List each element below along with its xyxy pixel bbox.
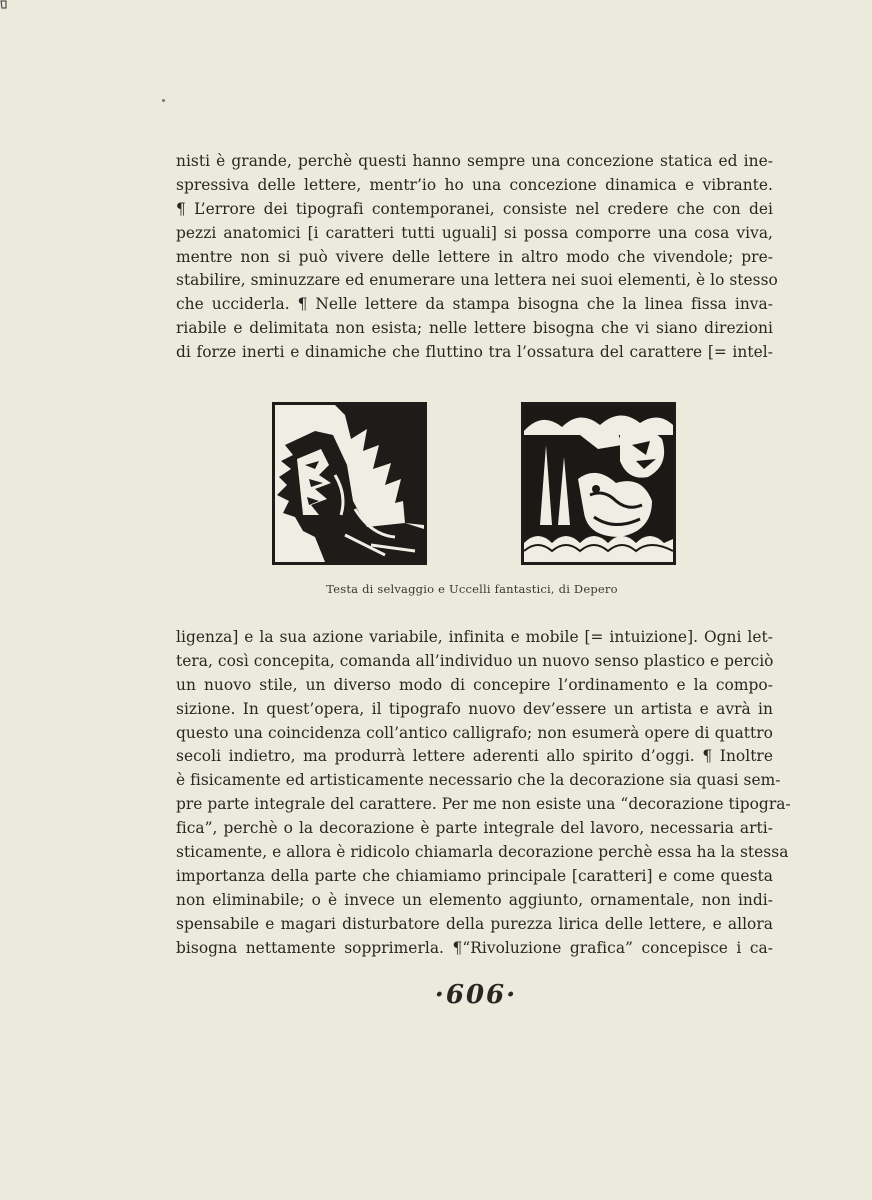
margin-speck bbox=[162, 99, 165, 102]
figure-caption: Testa di selvaggio e Uccelli fantastici, di Depero bbox=[326, 582, 618, 596]
text-line: pezzi anatomici [i caratteri tutti uguali] si possa comporre una cosa viva, bbox=[176, 223, 773, 242]
text-line: spensabile e magari disturbatore della purezza lirica delle lettere, e allora bbox=[176, 914, 773, 933]
text-line: ¶ L’errore dei tipografi contemporanei, consiste nel credere che con dei bbox=[176, 199, 773, 218]
text-line: sticamente, e allora è ridicolo chiamarla decorazione perchè essa ha la stessa bbox=[176, 843, 789, 862]
text-line: fica”, perchè o la decorazione è parte integrale del lavoro, necessaria arti- bbox=[176, 819, 773, 838]
text-line: ligenza] e la sua azione variabile, infinita e mobile [= intuizione]. Ogni let- bbox=[176, 628, 773, 646]
text-line: nisti è grande, perchè questi hanno sempre una concezione statica ed ine- bbox=[176, 152, 773, 170]
paragraph-bottom bbox=[176, 626, 791, 960]
text-line: sizione. In quest’opera, il tipografo nuovo dev’essere un artista e avrà in bbox=[176, 699, 773, 718]
woodcut-fantastic-birds-icon bbox=[521, 402, 676, 565]
woodcut-savage-head-icon bbox=[272, 402, 427, 565]
text-line: che ucciderla. ¶ Nelle lettere da stampa bisogna che la linea fissa inva- bbox=[176, 295, 773, 314]
text-line: stabilire, sminuzzare ed enumerare una lettera nei suoi elementi, è lo stesso bbox=[176, 271, 778, 290]
page-number: ·606· bbox=[434, 980, 518, 1010]
text-line: di forze inerti e dinamiche che fluttino tra l’ossatura del carattere [= intel- bbox=[176, 343, 773, 362]
text-line: non eliminabile; o è invece un elemento aggiunto, ornamentale, non indi- bbox=[176, 890, 773, 909]
text-line: riabile e delimitata non esista; nelle lettere bisogna che vi siano direzioni bbox=[176, 319, 773, 338]
text-line: è fisicamente ed artisticamente necessario che la decorazione sia quasi sem- bbox=[176, 771, 781, 790]
text-line: secoli indietro, ma produrrà lettere aderenti allo spirito d’oggi. ¶ Inoltre bbox=[176, 747, 773, 766]
text-line: un nuovo stile, un diverso modo di concepire l’ordinamento e la compo- bbox=[176, 675, 773, 694]
text-line: bisogna nettamente sopprimerla. ¶“Rivoluzione grafica” concepisce i ca- bbox=[176, 938, 773, 957]
text-line: pre parte integrale del carattere. Per me non esiste una “decorazione tipogra- bbox=[176, 795, 791, 814]
text-line: spressiva delle lettere, mentr’io ho una concezione dinamica e vibrante. bbox=[176, 175, 773, 194]
text-line: questo una coincidenza coll’antico calligrafo; non esumerà opere di quattro bbox=[176, 723, 773, 742]
corner-mark-icon bbox=[0, 0, 8, 10]
text-line: mentre non si può vivere delle lettere in altro modo che vivendole; pre- bbox=[176, 247, 773, 266]
text-line: importanza della parte che chiamiamo principale [caratteri] e come questa bbox=[176, 866, 773, 885]
paragraph-top bbox=[176, 150, 778, 365]
text-line: tera, così concepita, comanda all’individuo un nuovo senso plastico e perciò bbox=[176, 651, 774, 670]
